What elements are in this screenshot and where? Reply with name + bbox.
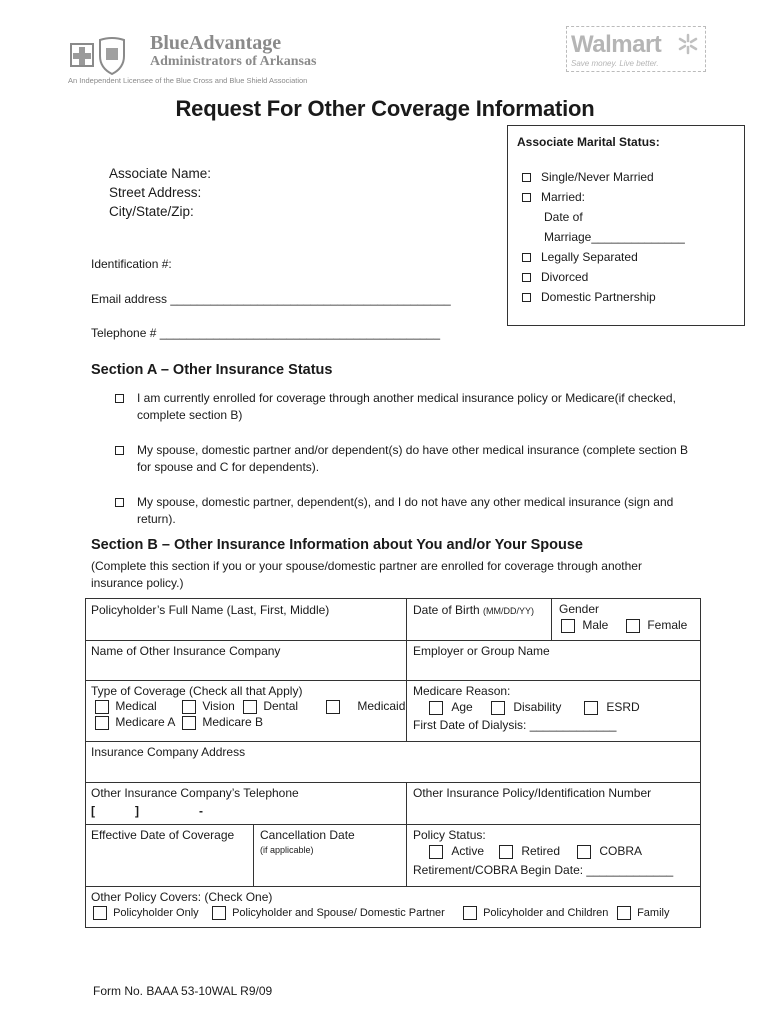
walmart-logo bbox=[566, 26, 706, 72]
marital-option-domestic[interactable]: Domestic Partnership bbox=[522, 290, 656, 304]
coverage-medicaid-option[interactable]: Medicaid bbox=[326, 699, 405, 714]
row-divider bbox=[86, 640, 700, 641]
col-divider bbox=[551, 599, 552, 640]
checkbox[interactable] bbox=[617, 906, 631, 920]
checkbox[interactable] bbox=[561, 619, 575, 633]
checkbox[interactable] bbox=[584, 701, 598, 715]
retirement-cobra-date-field[interactable]: Retirement/COBRA Begin Date: _____________ bbox=[413, 863, 674, 877]
coverage-type-label: Type of Coverage (Check all that Apply) bbox=[91, 684, 303, 698]
logo-right-name: Walmart bbox=[571, 31, 662, 58]
col-divider bbox=[406, 782, 407, 886]
effective-date-field[interactable]: Effective Date of Coverage bbox=[91, 828, 235, 842]
checkbox[interactable] bbox=[522, 173, 531, 182]
section-b-table bbox=[85, 598, 701, 928]
gender-female-option[interactable]: Female bbox=[626, 618, 687, 633]
checkbox[interactable] bbox=[182, 716, 196, 730]
policy-covers-label: Other Policy Covers: (Check One) bbox=[91, 890, 273, 904]
gender-label: Gender bbox=[559, 602, 600, 616]
row-divider bbox=[86, 680, 700, 681]
identification-label: Identification #: bbox=[91, 257, 172, 271]
status-cobra-option[interactable]: COBRA bbox=[577, 844, 642, 859]
medicare-disability-option[interactable]: Disability bbox=[491, 700, 561, 715]
status-active-option[interactable]: Active bbox=[429, 844, 484, 859]
covers-family-option[interactable]: Family bbox=[617, 906, 669, 920]
street-address-label: Street Address: bbox=[109, 185, 202, 200]
insurance-company-address-field[interactable]: Insurance Company Address bbox=[91, 745, 246, 759]
row-divider bbox=[86, 782, 700, 783]
telephone-field[interactable]: Telephone # __________________________________________ bbox=[91, 326, 441, 340]
row-divider bbox=[86, 886, 700, 887]
col-divider bbox=[406, 599, 407, 741]
bcbs-cross-shield-icon bbox=[68, 34, 128, 76]
checkbox[interactable] bbox=[93, 906, 107, 920]
policy-id-field[interactable]: Other Insurance Policy/Identification Number bbox=[413, 786, 652, 800]
checkbox[interactable] bbox=[463, 906, 477, 920]
insurance-telephone-label: Other Insurance Company’s Telephone bbox=[91, 786, 299, 800]
checkbox[interactable] bbox=[115, 446, 124, 455]
form-number-footer: Form No. BAAA 53-10WAL R9/09 bbox=[93, 984, 273, 998]
date-of-birth-field[interactable]: Date of Birth (MM/DD/YY) bbox=[413, 603, 535, 617]
dialysis-date-field[interactable]: First Date of Dialysis: _____________ bbox=[413, 718, 617, 732]
row-divider bbox=[86, 741, 700, 742]
col-divider bbox=[253, 824, 254, 886]
checkbox[interactable] bbox=[626, 619, 640, 633]
marriage-date-label: Date of bbox=[544, 210, 583, 224]
employer-group-field[interactable]: Employer or Group Name bbox=[413, 644, 550, 658]
checkbox[interactable] bbox=[522, 273, 531, 282]
row-divider bbox=[86, 824, 700, 825]
checkbox[interactable] bbox=[115, 394, 124, 403]
gender-male-option[interactable]: Male bbox=[561, 618, 608, 633]
checkbox[interactable] bbox=[522, 253, 531, 262]
coverage-medicare-b-option[interactable]: Medicare B bbox=[182, 715, 263, 730]
marital-option-single[interactable]: Single/Never Married bbox=[522, 170, 654, 184]
checkbox[interactable] bbox=[212, 906, 226, 920]
walmart-spark-icon bbox=[677, 33, 699, 55]
checkbox[interactable] bbox=[95, 716, 109, 730]
coverage-dental-option[interactable]: Dental bbox=[243, 699, 298, 714]
section-a-option-dependents[interactable]: My spouse, domestic partner and/or dependent(s) do have other medical insurance (complete section B for spouse and C for dependents). bbox=[115, 442, 695, 476]
checkbox[interactable] bbox=[95, 700, 109, 714]
marriage-date-field[interactable]: Marriage______________ bbox=[544, 230, 685, 244]
section-a-option-none[interactable]: My spouse, domestic partner, dependent(s), and I do not have any other medical insurance (sign and return). bbox=[115, 494, 695, 528]
checkbox[interactable] bbox=[182, 700, 196, 714]
checkbox[interactable] bbox=[429, 701, 443, 715]
if-applicable-note: (if applicable) bbox=[260, 845, 314, 855]
logo-left-name: BlueAdvantage bbox=[150, 32, 282, 54]
logo-right-tagline: Save money. Live better. bbox=[571, 59, 659, 68]
page-title: Request For Other Coverage Information bbox=[175, 96, 595, 121]
city-state-zip-label: City/State/Zip: bbox=[109, 204, 194, 219]
logo-left-tagline: An Independent Licensee of the Blue Cross and Blue Shield Association bbox=[68, 76, 308, 85]
medicare-age-option[interactable]: Age bbox=[429, 700, 473, 715]
policyholder-name-field[interactable]: Policyholder’s Full Name (Last, First, Middle) bbox=[91, 603, 330, 617]
checkbox[interactable] bbox=[522, 193, 531, 202]
coverage-vision-option[interactable]: Vision bbox=[182, 699, 235, 714]
coverage-medical-option[interactable]: Medical bbox=[95, 699, 157, 714]
cancellation-date-field[interactable]: Cancellation Date bbox=[260, 828, 355, 842]
checkbox[interactable] bbox=[429, 845, 443, 859]
section-b-intro: (Complete this section if you or your spouse/domestic partner are enrolled for coverage through another insurance policy.) bbox=[91, 559, 642, 590]
coverage-medicare-a-option[interactable]: Medicare A bbox=[95, 715, 175, 730]
covers-policyholder-spouse-option[interactable]: Policyholder and Spouse/ Domestic Partner bbox=[212, 906, 445, 920]
section-a-heading: Section A – Other Insurance Status bbox=[91, 362, 333, 378]
email-field[interactable]: Email address __________________________________________ bbox=[91, 292, 451, 306]
checkbox[interactable] bbox=[115, 498, 124, 507]
marital-option-married[interactable]: Married: bbox=[522, 190, 585, 204]
policy-status-label: Policy Status: bbox=[413, 828, 486, 842]
checkbox[interactable] bbox=[243, 700, 257, 714]
checkbox[interactable] bbox=[522, 293, 531, 302]
checkbox[interactable] bbox=[326, 700, 340, 714]
marital-heading: Associate Marital Status: bbox=[517, 135, 660, 149]
logo-left-sub: Administrators of Arkansas bbox=[150, 54, 317, 69]
covers-policyholder-children-option[interactable]: Policyholder and Children bbox=[463, 906, 608, 920]
marital-option-separated[interactable]: Legally Separated bbox=[522, 250, 638, 264]
marital-option-divorced[interactable]: Divorced bbox=[522, 270, 588, 284]
associate-name-label: Associate Name: bbox=[109, 166, 212, 181]
checkbox[interactable] bbox=[499, 845, 513, 859]
status-retired-option[interactable]: Retired bbox=[499, 844, 560, 859]
insurance-telephone-field[interactable]: [ ] - bbox=[91, 804, 203, 818]
other-insurance-company-field[interactable]: Name of Other Insurance Company bbox=[91, 644, 281, 658]
checkbox[interactable] bbox=[491, 701, 505, 715]
covers-policyholder-only-option[interactable]: Policyholder Only bbox=[93, 906, 199, 920]
section-a-option-enrolled[interactable]: I am currently enrolled for coverage through another medical insurance policy or Medicare(if checked, complete section B) bbox=[115, 390, 695, 424]
medicare-reason-label: Medicare Reason: bbox=[413, 684, 511, 698]
blueadvantage-logo bbox=[68, 30, 368, 86]
marital-status-box bbox=[507, 125, 745, 326]
section-b-heading: Section B – Other Insurance Information about You and/or Your Spouse bbox=[91, 537, 583, 553]
checkbox[interactable] bbox=[577, 845, 591, 859]
medicare-esrd-option[interactable]: ESRD bbox=[584, 700, 640, 715]
